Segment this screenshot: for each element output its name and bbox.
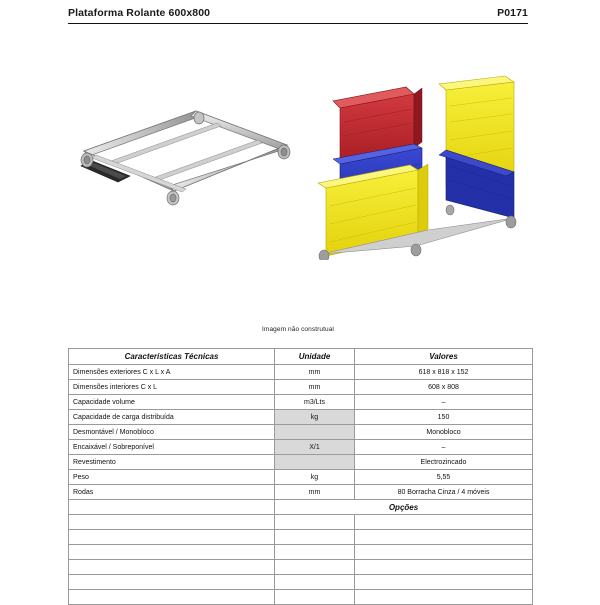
cell-feature: Capacidade de carga distribuída: [69, 410, 275, 425]
cell-value-empty: [355, 530, 533, 545]
cell-unit: mm: [275, 365, 355, 380]
cell-unit: [275, 455, 355, 470]
cell-value-empty: [355, 590, 533, 605]
page-header: [68, 2, 528, 24]
cell-unit-empty: [275, 530, 355, 545]
table-row-empty: [69, 590, 533, 605]
table-row-empty: [69, 545, 533, 560]
table-row: [69, 395, 533, 410]
cell-value-empty: [355, 545, 533, 560]
cell-value: Monobloco: [355, 425, 533, 440]
cell-feature: Revestimento: [69, 455, 275, 470]
cell-unit: m3/Lts: [275, 395, 355, 410]
cell-value: 618 x 818 x 152: [355, 365, 533, 380]
cell-value: 80 Borracha Cinza / 4 móveis: [355, 485, 533, 500]
table-row: [69, 440, 533, 455]
cell-value-empty: [355, 515, 533, 530]
cell-feature: Desmontável / Monobloco: [69, 425, 275, 440]
cell-unit: mm: [275, 380, 355, 395]
cell-feature: Dimensões interiores C x L: [69, 380, 275, 395]
header-cell-value: Valores: [355, 349, 533, 365]
rolling-platform-drawing: [78, 105, 293, 210]
cell-feature: Encaixável / Sobreponível: [69, 440, 275, 455]
cell-value: 5,55: [355, 470, 533, 485]
cell-unit-empty: [275, 515, 355, 530]
cell-feature-empty: [69, 575, 275, 590]
product-images: [68, 30, 528, 290]
table-row: [69, 365, 533, 380]
page-title: Plataforma Rolante 600x800: [68, 6, 211, 19]
options-header-row: [69, 500, 533, 515]
specs-table-wrapper: [68, 348, 532, 605]
table-row-empty: [69, 515, 533, 530]
stacked-crates-photo: [300, 30, 528, 280]
cell-value: 150: [355, 410, 533, 425]
rolling-platform-photo: [68, 30, 298, 280]
cell-unit-empty: [275, 545, 355, 560]
table-row: [69, 380, 533, 395]
cell-unit-empty: [275, 590, 355, 605]
cell-feature-empty: [69, 560, 275, 575]
cell-unit: mm: [275, 485, 355, 500]
cell-unit: [275, 425, 355, 440]
cell-value-empty: [355, 560, 533, 575]
cell-feature: Peso: [69, 470, 275, 485]
header-cell-feature: Características Técnicas: [69, 349, 275, 365]
table-row: [69, 485, 533, 500]
options-label: Opções: [275, 500, 533, 515]
cell-feature-empty: [69, 590, 275, 605]
table-row: [69, 410, 533, 425]
cell-value: –: [355, 440, 533, 455]
table-row: [69, 425, 533, 440]
table-header-row: [69, 349, 533, 365]
product-code: P0171: [497, 6, 528, 19]
cell-feature-empty: [69, 545, 275, 560]
cell-feature: Rodas: [69, 485, 275, 500]
cell-feature-empty: [69, 515, 275, 530]
table-row-empty: [69, 530, 533, 545]
cell-feature-empty: [69, 530, 275, 545]
cell-value-empty: [355, 575, 533, 590]
header-cell-unit: Unidade: [275, 349, 355, 365]
image-caption: Imagem não construtual: [262, 326, 334, 333]
cell-feature: Capacidade volume: [69, 395, 275, 410]
table-row: [69, 455, 533, 470]
cell-unit: X/1: [275, 440, 355, 455]
cell-unit: kg: [275, 470, 355, 485]
cell-unit-empty: [275, 560, 355, 575]
cell-value: –: [355, 395, 533, 410]
table-row: [69, 470, 533, 485]
specs-table: [68, 348, 533, 605]
cell-value: Electrozincado: [355, 455, 533, 470]
specs-table-body: [69, 349, 533, 605]
cell-value: 608 x 808: [355, 380, 533, 395]
table-row-empty: [69, 560, 533, 575]
cell-unit-empty: [275, 575, 355, 590]
stacked-crates-drawing: [300, 60, 528, 260]
cell-unit: kg: [275, 410, 355, 425]
cell-feature: Dimensões exteriores C x L x A: [69, 365, 275, 380]
options-empty-cell: [69, 500, 275, 515]
table-row-empty: [69, 575, 533, 590]
